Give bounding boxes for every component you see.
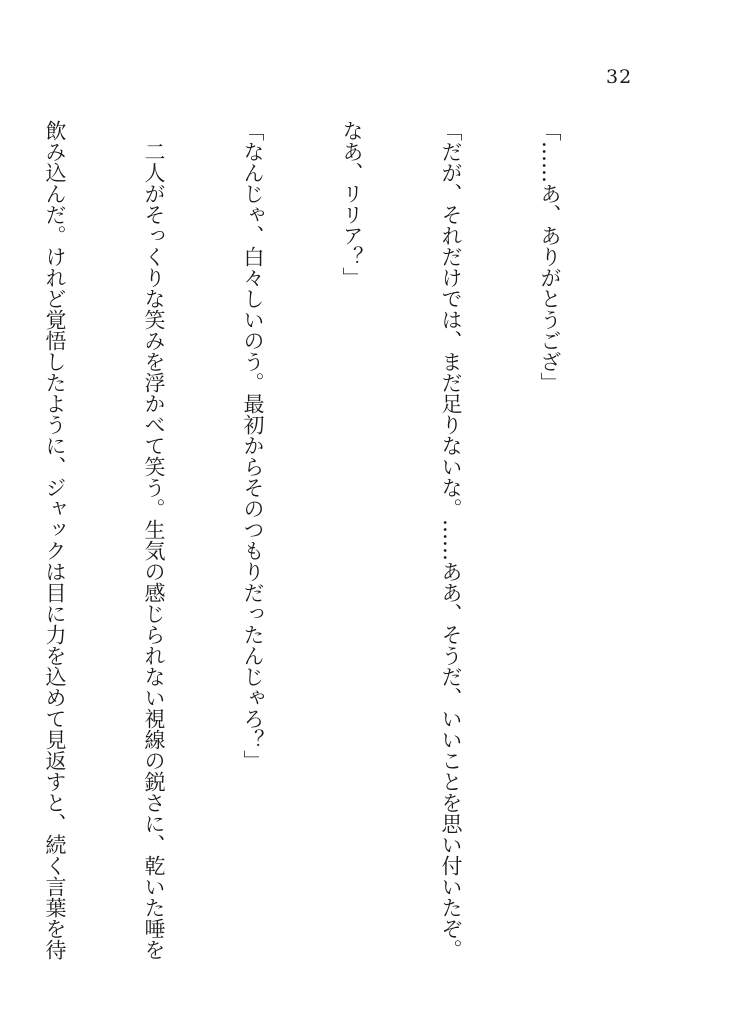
text-line: 「なんじゃ、白々しいのう。最初からそのつもりだったんじゃろ？」	[241, 120, 265, 771]
text-line: 二人がそっくりな笑みを浮かべて笑う。生気の感じられない視線の鋭さに、乾いた唾を	[142, 120, 166, 960]
text-line: 「……あ、ありがとうござ」	[538, 120, 562, 393]
text-line: 「だが、それだけでは、まだ足りないな。……ああ、そうだ、いいことを思い付いたぞ。	[439, 120, 463, 960]
text-line: 飲み込んだ。けれど覚悟したように、ジャックは目に力を込めて見返すと、続く言葉を待	[43, 120, 67, 960]
page-number: 32	[606, 66, 633, 88]
text-line: なあ、リリア？」	[340, 120, 364, 288]
body-text	[0, 120, 632, 960]
